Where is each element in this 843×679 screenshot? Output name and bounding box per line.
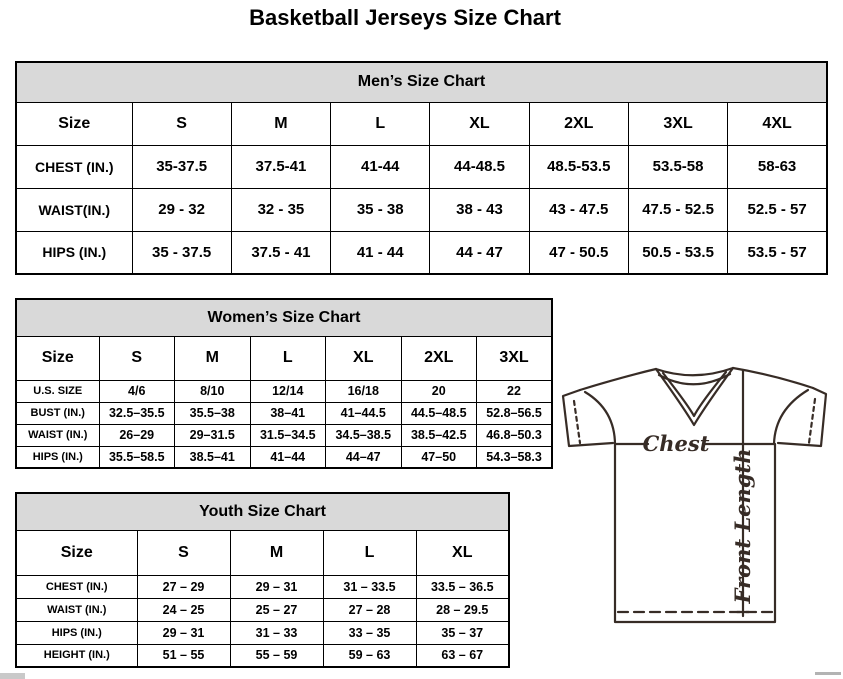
column-header: Size — [16, 530, 137, 575]
size-value-cell: 52.5 - 57 — [728, 188, 827, 231]
row-label: WAIST (IN.) — [16, 424, 99, 446]
size-value-cell: 41–44.5 — [326, 402, 402, 424]
size-value-cell: 16/18 — [326, 380, 402, 402]
table-title: Men’s Size Chart — [16, 62, 827, 102]
size-value-cell: 31 – 33 — [230, 621, 323, 644]
table-row — [16, 621, 509, 644]
size-value-cell: 27 – 29 — [137, 575, 230, 598]
column-header: XL — [326, 336, 402, 380]
size-value-cell: 38 - 43 — [430, 188, 529, 231]
size-value-cell: 25 – 27 — [230, 598, 323, 621]
row-label: HIPS (IN.) — [16, 446, 99, 468]
row-label: HIPS (IN.) — [16, 621, 137, 644]
column-header: L — [331, 102, 430, 145]
row-label: U.S. SIZE — [16, 380, 99, 402]
size-value-cell: 53.5-58 — [628, 145, 727, 188]
table-title: Youth Size Chart — [16, 493, 509, 530]
size-value-cell: 33 – 35 — [323, 621, 416, 644]
column-header: Size — [16, 336, 99, 380]
column-header: M — [231, 102, 330, 145]
jersey-right-shoulder — [733, 368, 813, 388]
size-value-cell: 43 - 47.5 — [529, 188, 628, 231]
front-length-label: Front Length — [730, 448, 755, 604]
size-value-cell: 58-63 — [728, 145, 827, 188]
size-value-cell: 12/14 — [250, 380, 326, 402]
table-row — [16, 598, 509, 621]
size-value-cell: 35.5–58.5 — [99, 446, 175, 468]
horizontal-scrollbar-thumb-fragment[interactable] — [0, 673, 25, 679]
page-title: Basketball Jerseys Size Chart — [249, 5, 561, 30]
table-row — [16, 402, 552, 424]
table-row — [16, 188, 827, 231]
size-value-cell: 37.5 - 41 — [231, 231, 330, 274]
size-value-cell: 29 – 31 — [230, 575, 323, 598]
column-header: S — [137, 530, 230, 575]
size-value-cell: 47.5 - 52.5 — [628, 188, 727, 231]
size-value-cell: 29 - 32 — [132, 188, 231, 231]
column-header: XL — [430, 102, 529, 145]
size-value-cell: 52.8–56.5 — [477, 402, 553, 424]
table-row — [16, 231, 827, 274]
table-row — [16, 380, 552, 402]
row-label: WAIST(IN.) — [16, 188, 132, 231]
size-value-cell: 50.5 - 53.5 — [628, 231, 727, 274]
youth-size-table — [15, 492, 510, 668]
size-value-cell: 46.8–50.3 — [477, 424, 553, 446]
size-value-cell: 44–47 — [326, 446, 402, 468]
size-value-cell: 38.5–42.5 — [401, 424, 477, 446]
column-header: 3XL — [628, 102, 727, 145]
column-header: S — [132, 102, 231, 145]
jersey-right-armhole-seam — [774, 390, 808, 444]
jersey-right-cuff-dashes — [809, 399, 815, 443]
column-header: S — [99, 336, 175, 380]
size-value-cell: 37.5-41 — [231, 145, 330, 188]
column-header: 4XL — [728, 102, 827, 145]
size-value-cell: 48.5-53.5 — [529, 145, 628, 188]
row-label: WAIST (IN.) — [16, 598, 137, 621]
size-value-cell: 38.5–41 — [175, 446, 251, 468]
table-title: Women’s Size Chart — [16, 299, 552, 336]
size-value-cell: 47 - 50.5 — [529, 231, 628, 274]
womens-size-table — [15, 298, 553, 469]
row-label: CHEST (IN.) — [16, 145, 132, 188]
size-value-cell: 31 – 33.5 — [323, 575, 416, 598]
chest-label: Chest — [642, 431, 710, 456]
row-label: HEIGHT (IN.) — [16, 644, 137, 667]
size-value-cell: 24 – 25 — [137, 598, 230, 621]
table-row — [16, 145, 827, 188]
size-value-cell: 41–44 — [250, 446, 326, 468]
table-row — [16, 575, 509, 598]
table-row — [16, 446, 552, 468]
size-value-cell: 44-48.5 — [430, 145, 529, 188]
size-value-cell: 55 – 59 — [230, 644, 323, 667]
size-value-cell: 22 — [477, 380, 553, 402]
size-value-cell: 47–50 — [401, 446, 477, 468]
size-value-cell: 35 – 37 — [416, 621, 509, 644]
size-value-cell: 26–29 — [99, 424, 175, 446]
jersey-left-cuff-dashes — [574, 401, 580, 443]
jersey-measurement-diagram — [552, 358, 837, 630]
column-header: 3XL — [477, 336, 553, 380]
size-value-cell: 32 - 35 — [231, 188, 330, 231]
row-label: CHEST (IN.) — [16, 575, 137, 598]
size-value-cell: 28 – 29.5 — [416, 598, 509, 621]
table-row — [16, 424, 552, 446]
column-header: L — [323, 530, 416, 575]
size-value-cell: 51 – 55 — [137, 644, 230, 667]
jersey-left-sleeve — [563, 390, 613, 446]
jersey-diagram-svg — [552, 358, 837, 630]
size-value-cell: 29–31.5 — [175, 424, 251, 446]
table-row — [16, 644, 509, 667]
size-value-cell: 27 – 28 — [323, 598, 416, 621]
size-value-cell: 38–41 — [250, 402, 326, 424]
column-header: XL — [416, 530, 509, 575]
size-value-cell: 20 — [401, 380, 477, 402]
mens-size-table — [15, 61, 828, 275]
size-value-cell: 35.5–38 — [175, 402, 251, 424]
jersey-collar-top-arc — [656, 368, 733, 375]
size-value-cell: 31.5–34.5 — [250, 424, 326, 446]
size-value-cell: 44 - 47 — [430, 231, 529, 274]
size-value-cell: 35 - 37.5 — [132, 231, 231, 274]
jersey-left-armhole-seam — [585, 392, 615, 445]
column-header: M — [175, 336, 251, 380]
size-value-cell: 41-44 — [331, 145, 430, 188]
jersey-right-sleeve — [778, 388, 826, 446]
column-header: Size — [16, 102, 132, 145]
size-value-cell: 63 – 67 — [416, 644, 509, 667]
column-header: 2XL — [529, 102, 628, 145]
size-value-cell: 53.5 - 57 — [728, 231, 827, 274]
size-value-cell: 29 – 31 — [137, 621, 230, 644]
column-header: L — [250, 336, 326, 380]
size-value-cell: 35 - 38 — [331, 188, 430, 231]
row-label: HIPS (IN.) — [16, 231, 132, 274]
column-header: 2XL — [401, 336, 477, 380]
size-value-cell: 35-37.5 — [132, 145, 231, 188]
size-value-cell: 54.3–58.3 — [477, 446, 553, 468]
size-value-cell: 44.5–48.5 — [401, 402, 477, 424]
horizontal-scrollbar-track-fragment[interactable] — [815, 672, 841, 675]
row-label: BUST (IN.) — [16, 402, 99, 424]
size-value-cell: 8/10 — [175, 380, 251, 402]
column-header: M — [230, 530, 323, 575]
size-value-cell: 34.5–38.5 — [326, 424, 402, 446]
size-value-cell: 32.5–35.5 — [99, 402, 175, 424]
size-value-cell: 41 - 44 — [331, 231, 430, 274]
size-value-cell: 59 – 63 — [323, 644, 416, 667]
size-value-cell: 4/6 — [99, 380, 175, 402]
size-value-cell: 33.5 – 36.5 — [416, 575, 509, 598]
jersey-left-shoulder — [580, 369, 656, 390]
